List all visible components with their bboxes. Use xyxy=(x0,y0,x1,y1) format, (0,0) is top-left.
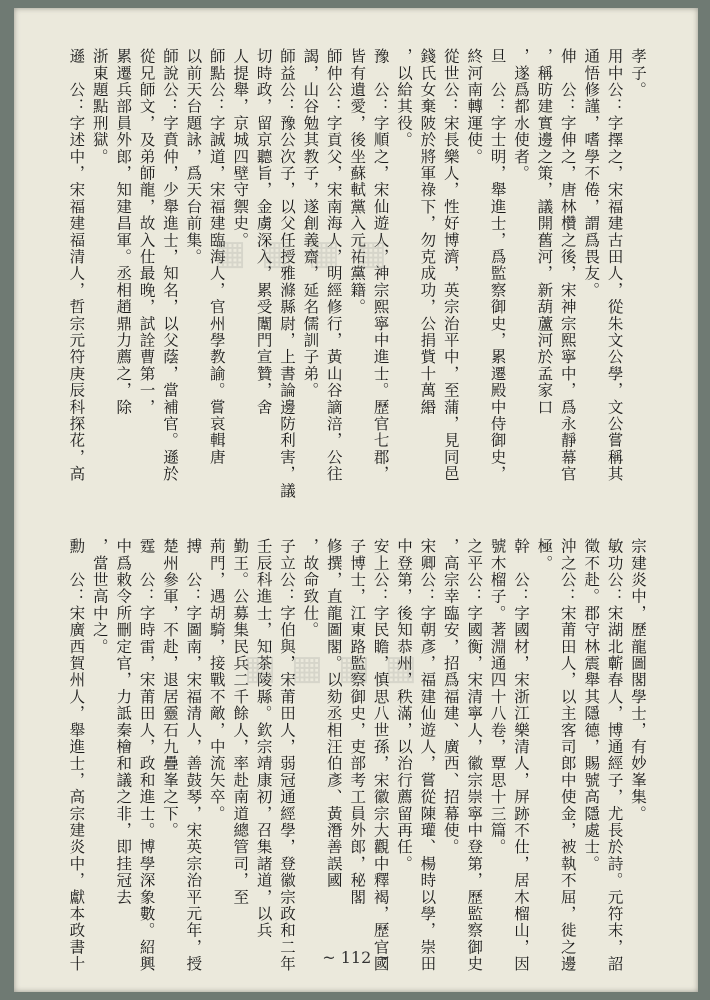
text-column: 從世公：宋長樂人，性好博濟，英宗治平中，至蒲，見同邑 xyxy=(441,48,460,483)
text-column: 通悟修謹，嗜學不倦，謂爲畏友。 xyxy=(582,48,601,299)
text-column: 皆有遺愛，後坐蘇軾黨入元祐黨籍。 xyxy=(348,48,367,316)
text-column: 中登第，後知恭州，秩滿，以治行薦留再任。 xyxy=(395,538,413,872)
text-column: 伸 公：字伸之，唐林欑之後，宋神宗熙寧中，爲永靜幕官 xyxy=(558,48,577,483)
text-column: 累遷兵部員外郎，知建昌軍。丞相趙鼎力薦之，除 xyxy=(114,48,133,416)
text-column: 勤王。公募集民兵二千餘人，率赴南道總管司，至 xyxy=(231,538,250,906)
text-column: 以前天台題詠，爲天台前集。 xyxy=(184,48,203,266)
watermark-mark: ▦ ▦ ▦ ▦ xyxy=(214,233,389,273)
text-column: 霆 公：字時雷，宋莆田人，政和進士。博學深象數。紹興 xyxy=(137,538,156,973)
text-column: 安上公：字民瞻，慎思八世孫，宋徽宗大觀中釋褐，歷官國 xyxy=(371,538,390,973)
text-column: 謁，山谷勉其教子，遂創義齋，延名儒訓子弟。 xyxy=(301,48,320,399)
text-column: 幹 公：字國材，宋浙江樂清人，屏跡不仕，居木榴山，因 xyxy=(512,538,530,973)
page-number: ~ 112 ~ xyxy=(322,948,390,967)
text-column: 敏功公：宋湖北蘄春人，博通經子，尤長於詩。元符末，詔 xyxy=(605,538,624,973)
text-column: ，故命致仕。 xyxy=(301,538,320,639)
text-column: 中爲敕令所刪定官，力詆秦檜和議之非，即挂冠去 xyxy=(114,538,133,906)
text-column: 從兄師文，及弟師龍，故入仕最晚，試詮曹第一， xyxy=(137,48,156,416)
text-column: 切時政，留京聽旨，金虜深入，累受闈門宣贊，舍 xyxy=(254,48,273,416)
text-column: 壬辰科進士，知茶陵縣。欽宗靖康初，召集諸道，以兵 xyxy=(254,538,273,939)
text-column: 徵不赴。郡守林震舉其隱德，賜號高隱處士。 xyxy=(582,538,601,872)
watermark-mark: ▦ ▦ ▦ ▦ xyxy=(244,648,419,688)
text-column: 沖之公：宋莆田人，以主客司郎中使金，被執不屈，徙之邊 xyxy=(558,538,577,973)
text-column: 遜 公：字述中，宋福建福清人，哲宗元符庚辰科探花，高 xyxy=(67,48,86,483)
text-column: 勳 公：宋廣西賀州人，舉進士，高宗建炎中，獻本政書十 xyxy=(67,538,86,973)
text-column: 宋卿公：字朝彥，福建仙遊人，嘗從陳瓘、楊時以學，崇田 xyxy=(418,538,437,973)
text-column: 錢氏女棄陂於將軍祿下，勿克成功，公捐貲十萬緡 xyxy=(418,48,437,416)
text-column: ，稱昉建實邊之策，議開舊河，新葫蘆河於孟家口 xyxy=(535,48,554,416)
text-column: 號木榴子。著淵通四十八卷，覃思十三篇。 xyxy=(488,538,507,856)
text-column: 豫 公：字順之，宋仙遊人，神宗熙寧中進士。歷官七郡， xyxy=(371,48,390,483)
text-column: ，遂爲都水使者。 xyxy=(512,48,530,182)
text-column: 子博士，江東路監察御史，吏部考工員外郎，秘閣 xyxy=(348,538,367,906)
text-column: 浙東題點刑獄。 xyxy=(90,48,109,165)
text-column: 極。 xyxy=(535,538,554,572)
text-column: ，高宗幸臨安，招爲福建、廣西、招幕使。 xyxy=(441,538,460,856)
text-column: 孝子。 xyxy=(629,48,647,99)
text-column: 師益公：豫公次子，以父任授雅滌縣尉，上書論邊防利害，議 xyxy=(278,48,296,499)
text-column: 楚州參軍，不赴，退居靈石九疊峯之下。 xyxy=(161,538,179,839)
text-column: 搏 公：字圖南，宋福清人，善鼓琴，宋英宗治平元年，授 xyxy=(184,538,203,973)
text-column: 師點公：字誠道，宋福建臨海人，官州學教諭。嘗哀輯唐 xyxy=(207,48,226,466)
text-column: 旦 公：字士明，舉進士，爲監察御史，累遷殿中侍御史， xyxy=(488,48,507,483)
text-column: 之平公：字國衡，宋清寧人，徽宗崇寧中登第，歷監察御史 xyxy=(465,538,484,973)
text-column: 荊門，遇胡騎，接戰不敵，中流矢卒。 xyxy=(207,538,226,822)
text-column: 終河南轉運使。 xyxy=(465,48,484,165)
text-column: ，以給其役。 xyxy=(395,48,413,149)
text-column: 人提舉，京城四壁守禦史。 xyxy=(231,48,250,249)
text-column: 修撰，直龍圖閣。以劾丞相汪伯彥、黃潛善誤國 xyxy=(324,538,343,889)
text-column: ，當世高中之。 xyxy=(90,538,109,655)
text-column: 宗建炎中，歷龍圖閣學士，有妙峯集。 xyxy=(629,538,647,822)
text-column: 子立公：字伯與，宋莆田人，弱冠通經學，登徽宗政和二年 xyxy=(278,538,296,973)
text-column: 師說公：字賁仲，少舉進士，知名，以父蔭，當補官。遜於 xyxy=(161,48,179,483)
text-column: 師仲公：字貢父，宋南海人，明經修行，黃山谷謫涪，公往 xyxy=(324,48,343,483)
document-page xyxy=(14,8,698,992)
text-column: 用中公：字擇之，宋福建古田人，從朱文公學，文公嘗稱其 xyxy=(605,48,624,483)
